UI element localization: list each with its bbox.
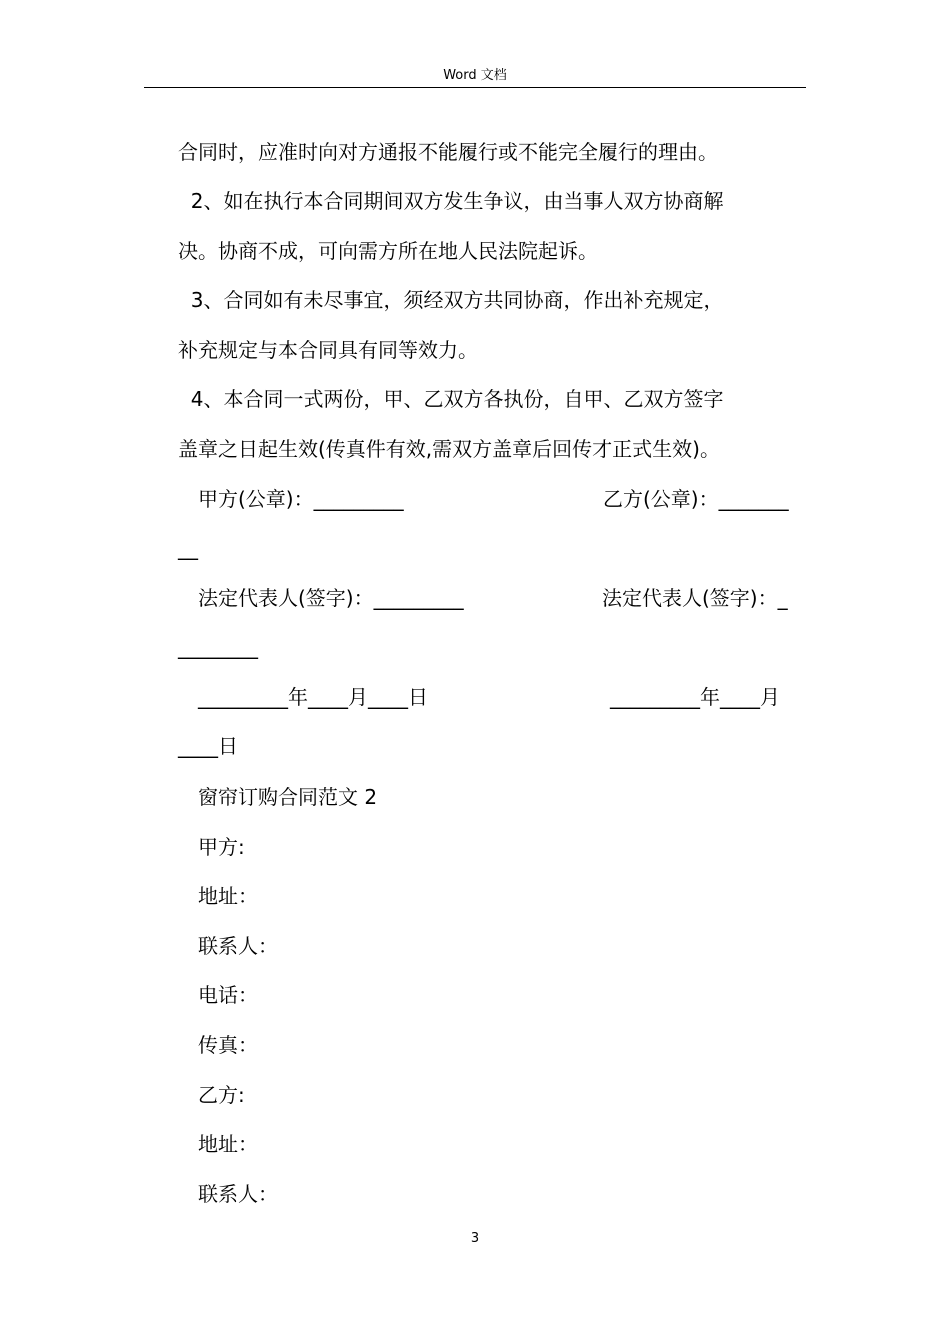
header-title: Word 文档 — [443, 68, 507, 83]
party-b-seal-field: 乙方(公章)：_______ — [603, 487, 789, 511]
field-label: 乙方: — [198, 1083, 245, 1107]
party-a-seal-field: 甲方(公章)：_________ — [198, 487, 404, 511]
paragraph-line: 2、如在执行本合同期间双方发生争议，由当事人双方协商解 — [178, 189, 724, 213]
paragraph-line: 盖章之日起生效(传真件有效,需双方盖章后回传才正式生效)。 — [178, 437, 720, 461]
party-b-representative-continuation: ________ — [178, 635, 258, 659]
field-label: 联系人： — [198, 1182, 278, 1206]
field-label: 传真： — [198, 1033, 258, 1057]
paragraph-line: 补充规定与本合同具有同等效力。 — [178, 338, 478, 362]
representative-row — [178, 584, 806, 612]
section-title: 窗帘订购合同范文 2 — [198, 785, 378, 809]
field-label: 甲方: — [198, 835, 245, 859]
field-label: 电话： — [198, 983, 258, 1007]
date-row — [178, 683, 806, 711]
party-b-seal-continuation: __ — [178, 536, 198, 560]
field-label: 地址： — [198, 884, 258, 908]
paragraph-line: 4、本合同一式两份，甲、乙双方各执份，自甲、乙双方签字 — [178, 387, 724, 411]
field-label: 联系人： — [198, 934, 278, 958]
seal-row — [178, 485, 806, 513]
paragraph-line: 3、合同如有未尽事宜，须经双方共同协商，作出补充规定， — [178, 288, 724, 312]
field-label: 地址： — [198, 1132, 258, 1156]
paragraph-line: 合同时，应准时向对方通报不能履行或不能完全履行的理由。 — [178, 140, 718, 164]
party-b-date-field: _________年____月 — [610, 685, 780, 709]
party-b-date-continuation: ____日 — [178, 734, 238, 758]
party-a-representative-field: 法定代表人(签字)：_________ — [198, 586, 464, 610]
paragraph-line: 决。协商不成，可向需方所在地人民法院起诉。 — [178, 239, 598, 263]
party-b-representative-field: 法定代表人(签字)：_ — [602, 586, 788, 610]
page-number: 3 — [470, 1231, 480, 1246]
party-a-date-field: _________年____月____日 — [198, 685, 428, 709]
header-rule — [144, 87, 806, 88]
